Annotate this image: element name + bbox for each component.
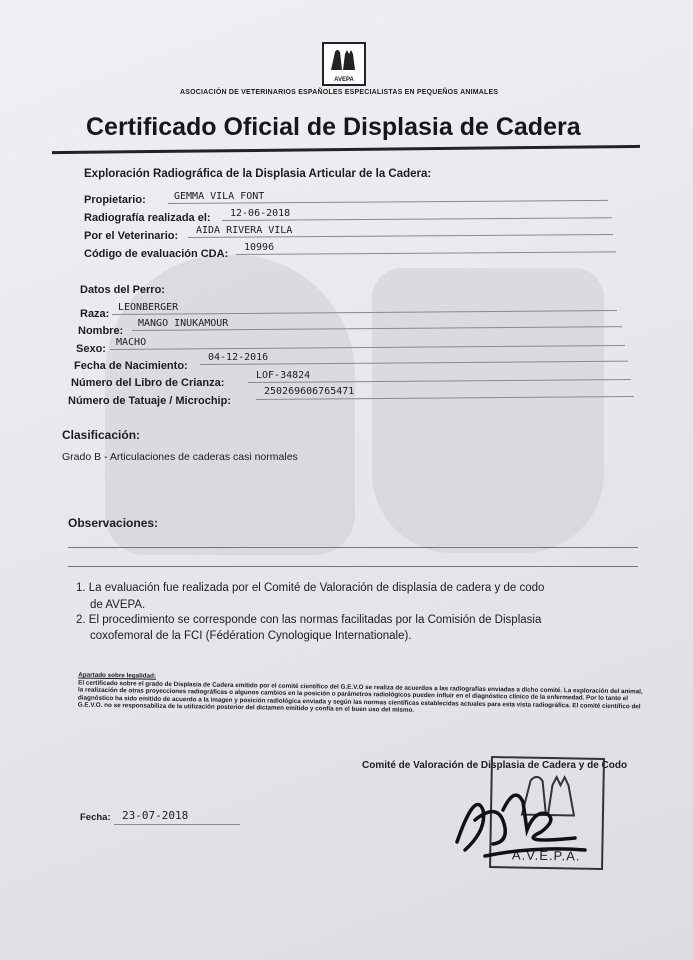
note-1-line-2: de AVEPA. <box>90 599 146 611</box>
birth-date-value: 04-12-2016 <box>208 352 269 363</box>
vet-label: Por el Veterinario: <box>84 230 179 242</box>
dog-data-heading: Datos del Perro: <box>80 284 165 296</box>
title-underline <box>52 145 640 154</box>
breeding-book-value: LOF-34824 <box>256 370 311 381</box>
footer-date-line <box>114 824 240 825</box>
birth-date-label: Fecha de Nacimiento: <box>74 360 188 372</box>
footer-date-label: Fecha: <box>80 812 111 823</box>
observations-line-1 <box>68 547 638 548</box>
dog-name-value: MANGO INUKAMOUR <box>138 318 229 329</box>
dog-name-label: Nombre: <box>78 325 124 337</box>
code-line <box>236 251 616 255</box>
note-2-line-1: 2. El procedimiento se corresponde con las normas facilitadas por la Comisión de Displasia <box>76 614 542 626</box>
classification-heading: Clasificación: <box>62 428 141 442</box>
logo-animals-icon <box>328 46 358 72</box>
microchip-label: Número de Tatuaje / Microchip: <box>68 395 231 407</box>
legal-text: El certificado sobre el grado de Displasia de Cadera emitido por el comité científico del G.E.V.O se realiza de acuerdos a las radiografías enviadas a dicho comité. La exploración del animal, la realización de otras proyecciones radiográficas o algunos cambios en la posición o parámetros radiológicos pueden influir en el diagnóstico clínico de la enfermedad. Por lo tanto el diagnóstico ha sido emitido de acuerdo a la imagen y posición radiológica enviada y según las normas científicas establecidas actuales para esta vista radiográfica. El comité científico del G.E.V.O. no se responsabiliza de la utilización posterior del dictamen emitido y confía en el buen uso del mismo. <box>77 679 643 715</box>
cda-code-label: Código de evaluación CDA: <box>84 248 229 260</box>
breeding-book-label: Número del Libro de Crianza: <box>71 377 225 389</box>
legal-notice <box>78 672 649 719</box>
vet-value: AIDA RIVERA VILA <box>196 225 293 236</box>
stamp-text: A.V.E.P.A. <box>511 847 581 864</box>
committee-signature-caption: Comité de Valoración de Displasia de Cadera y de Codo <box>362 760 628 771</box>
owner-value: GEMMA VILA FONT <box>174 191 265 202</box>
association-name: ASOCIACIÓN DE VETERINARIOS ESPAÑOLES ESPECIALISTAS EN PEQUEÑOS ANIMALES <box>180 89 499 96</box>
avepa-logo <box>322 42 366 86</box>
radiograph-date-value: 12-06-2018 <box>230 208 291 219</box>
classification-value: Grado B - Articulaciones de caderas casi normales <box>62 451 298 463</box>
cda-code-value: 10996 <box>244 242 275 253</box>
page-title: Certificado Oficial de Displasia de Cadera <box>86 113 581 141</box>
sex-label: Sexo: <box>76 343 106 355</box>
owner-label: Propietario: <box>84 194 146 206</box>
breed-value: LEONBERGER <box>118 302 179 313</box>
note-1-line-1: 1. La evaluación fue realizada por el Comité de Valoración de displasia de cadera y de codo <box>76 582 545 594</box>
handwritten-signature <box>445 780 595 860</box>
legal-heading: Apartado sobre legalidad: <box>78 671 157 680</box>
microchip-value: 250269606765471 <box>264 386 355 397</box>
radiograph-date-label: Radiografía realizada el: <box>84 212 211 224</box>
footer-date-value: 23-07-2018 <box>122 809 189 822</box>
breed-label: Raza: <box>80 308 110 320</box>
sex-value: MACHO <box>116 337 147 348</box>
observations-heading: Observaciones: <box>68 516 159 530</box>
logo-text: AVEPA <box>334 77 354 83</box>
exploration-heading: Exploración Radiográfica de la Displasia Articular de la Cadera: <box>84 168 432 180</box>
note-2-line-2: coxofemoral de la FCI (Fédération Cynologique Internationale). <box>90 630 412 642</box>
observations-line-2 <box>68 566 638 567</box>
